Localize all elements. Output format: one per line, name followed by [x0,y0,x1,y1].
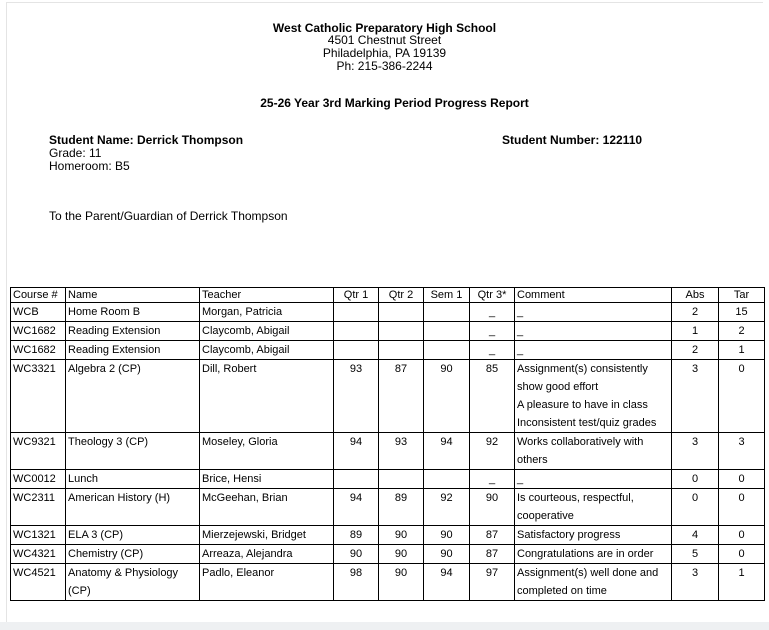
cell-abs: 2 [672,303,719,322]
cell-qtr1: 89 [334,526,379,545]
cell-course: WC4521 [11,564,66,601]
cell-comment [515,433,672,470]
cell-sem1: 94 [424,564,470,601]
cell-teacher: Moseley, Gloria [200,433,334,470]
cell-course-name: Anatomy & Physiology (CP) [66,564,200,601]
cell-qtr1: 98 [334,564,379,601]
comment-line: Works collaboratively with [517,436,644,448]
header-qtr1: Qtr 1 [334,288,379,303]
header-name: Name [66,288,200,303]
cell-course: WC2311 [11,489,66,526]
cell-comment [515,322,672,341]
report-title: 25-26 Year 3rd Marking Period Progress Report [260,96,529,110]
student-grade: Grade: 11 [49,146,102,160]
greeting: To the Parent/Guardian of Derrick Thompson [49,209,288,223]
cell-course: WC3321 [11,360,66,433]
cell-qtr2 [379,470,424,489]
comment-line: Assignment(s) well done and [517,567,659,579]
cell-course: WC4321 [11,545,66,564]
cell-sem1 [424,470,470,489]
comment-line: cooperative [517,510,574,522]
cell-qtr3: 92 [470,433,515,470]
grades-table [10,287,765,601]
cell-tar: 0 [719,360,765,433]
comment-line: show good effort [517,381,599,393]
cell-comment [515,470,672,489]
school-street: 4501 Chestnut Street [327,33,442,47]
comment-line: completed on time [517,585,607,597]
cell-comment [515,341,672,360]
cell-teacher: Claycomb, Abigail [200,322,334,341]
cell-qtr1 [334,341,379,360]
table-row [11,526,765,545]
bottom-shade [0,622,769,630]
cell-qtr1: 90 [334,545,379,564]
cell-course-name: Algebra 2 (CP) [66,360,200,433]
table-row [11,341,765,360]
comment-line: others [517,454,548,466]
cell-qtr3: _ [470,341,515,360]
cell-abs: 1 [672,322,719,341]
comment-line: _ [517,306,524,318]
cell-sem1 [424,322,470,341]
cell-tar: 0 [719,489,765,526]
header-teacher: Teacher [200,288,334,303]
cell-qtr1: 94 [334,433,379,470]
table-row [11,303,765,322]
comment-line: _ [517,344,524,356]
comment-line: Assignment(s) consistently [517,363,648,375]
student-name: Student Name: Derrick Thompson [49,133,244,147]
cell-sem1: 90 [424,526,470,545]
cell-comment [515,526,672,545]
cell-qtr2 [379,303,424,322]
header-comment: Comment [515,288,672,303]
cell-comment [515,360,672,433]
cell-qtr1 [334,322,379,341]
header-qtr2: Qtr 2 [379,288,424,303]
header-qtr3: Qtr 3* [470,288,515,303]
cell-qtr2: 87 [379,360,424,433]
cell-sem1 [424,303,470,322]
cell-abs: 0 [672,489,719,526]
cell-tar: 1 [719,564,765,601]
cell-tar: 0 [719,545,765,564]
cell-qtr2 [379,341,424,360]
cell-abs: 2 [672,341,719,360]
cell-teacher: Padlo, Eleanor [200,564,334,601]
cell-course-name: Home Room B [66,303,200,322]
cell-qtr2: 89 [379,489,424,526]
cell-sem1: 92 [424,489,470,526]
cell-qtr3: 87 [470,545,515,564]
comment-line: Congratulations are in order [517,548,654,560]
comment-line: A pleasure to have in class [517,399,648,411]
cell-qtr2 [379,322,424,341]
cell-qtr2: 90 [379,564,424,601]
cell-teacher: Mierzejewski, Bridget [200,526,334,545]
table-row [11,433,765,470]
cell-teacher: Dill, Robert [200,360,334,433]
cell-course: WC0012 [11,470,66,489]
cell-comment [515,303,672,322]
cell-course: WC1682 [11,322,66,341]
cell-course-name: Theology 3 (CP) [66,433,200,470]
cell-abs: 3 [672,564,719,601]
cell-course-name: Reading Extension [66,341,200,360]
cell-teacher: McGeehan, Brian [200,489,334,526]
cell-teacher: Morgan, Patricia [200,303,334,322]
table-row [11,322,765,341]
page-left-border [6,2,7,622]
comment-line: _ [517,325,524,337]
page-top-border [6,2,763,3]
cell-qtr2: 90 [379,545,424,564]
cell-qtr3: _ [470,470,515,489]
cell-course: WC1682 [11,341,66,360]
cell-abs: 5 [672,545,719,564]
cell-sem1: 90 [424,545,470,564]
cell-abs: 4 [672,526,719,545]
cell-qtr3: 87 [470,526,515,545]
header-abs: Abs [672,288,719,303]
comment-line: Inconsistent test/quiz grades [517,417,657,429]
cell-qtr1 [334,470,379,489]
cell-course: WC1321 [11,526,66,545]
cell-teacher: Brice, Hensi [200,470,334,489]
cell-tar: 1 [719,341,765,360]
table-row [11,564,765,601]
cell-qtr2: 90 [379,526,424,545]
cell-comment [515,489,672,526]
cell-course: WCB [11,303,66,322]
cell-sem1 [424,341,470,360]
cell-abs: 3 [672,433,719,470]
table-row [11,489,765,526]
comment-line: _ [517,473,524,485]
cell-teacher: Arreaza, Alejandra [200,545,334,564]
cell-tar: 3 [719,433,765,470]
school-city: Philadelphia, PA 19139 [322,46,447,60]
cell-tar: 0 [719,526,765,545]
cell-tar: 15 [719,303,765,322]
cell-comment [515,564,672,601]
cell-qtr3: _ [470,322,515,341]
cell-qtr2: 93 [379,433,424,470]
cell-tar: 2 [719,322,765,341]
cell-sem1: 94 [424,433,470,470]
cell-sem1: 90 [424,360,470,433]
cell-comment [515,545,672,564]
cell-qtr1 [334,303,379,322]
cell-course-name: ELA 3 (CP) [66,526,200,545]
header-tar: Tar [719,288,765,303]
cell-qtr3: 90 [470,489,515,526]
cell-qtr3: _ [470,303,515,322]
header-course: Course # [11,288,66,303]
school-name: West Catholic Preparatory High School [272,21,497,35]
cell-course-name: Reading Extension [66,322,200,341]
table-header-row [11,288,765,303]
cell-qtr3: 85 [470,360,515,433]
cell-course-name: Lunch [66,470,200,489]
cell-abs: 0 [672,470,719,489]
comment-line: Is courteous, respectful, [517,492,634,504]
cell-abs: 3 [672,360,719,433]
cell-tar: 0 [719,470,765,489]
header-sem1: Sem 1 [424,288,470,303]
cell-course-name: Chemistry (CP) [66,545,200,564]
cell-qtr1: 94 [334,489,379,526]
grades-table-body [11,303,765,601]
table-row [11,545,765,564]
student-number: Student Number: 122110 [502,133,643,147]
cell-teacher: Claycomb, Abigail [200,341,334,360]
table-row [11,470,765,489]
comment-line: Satisfactory progress [517,529,621,541]
cell-qtr1: 93 [334,360,379,433]
school-phone: Ph: 215-386-2244 [336,59,433,73]
cell-course: WC9321 [11,433,66,470]
cell-course-name: American History (H) [66,489,200,526]
cell-qtr3: 97 [470,564,515,601]
student-homeroom: Homeroom: B5 [49,159,130,173]
table-row [11,360,765,433]
